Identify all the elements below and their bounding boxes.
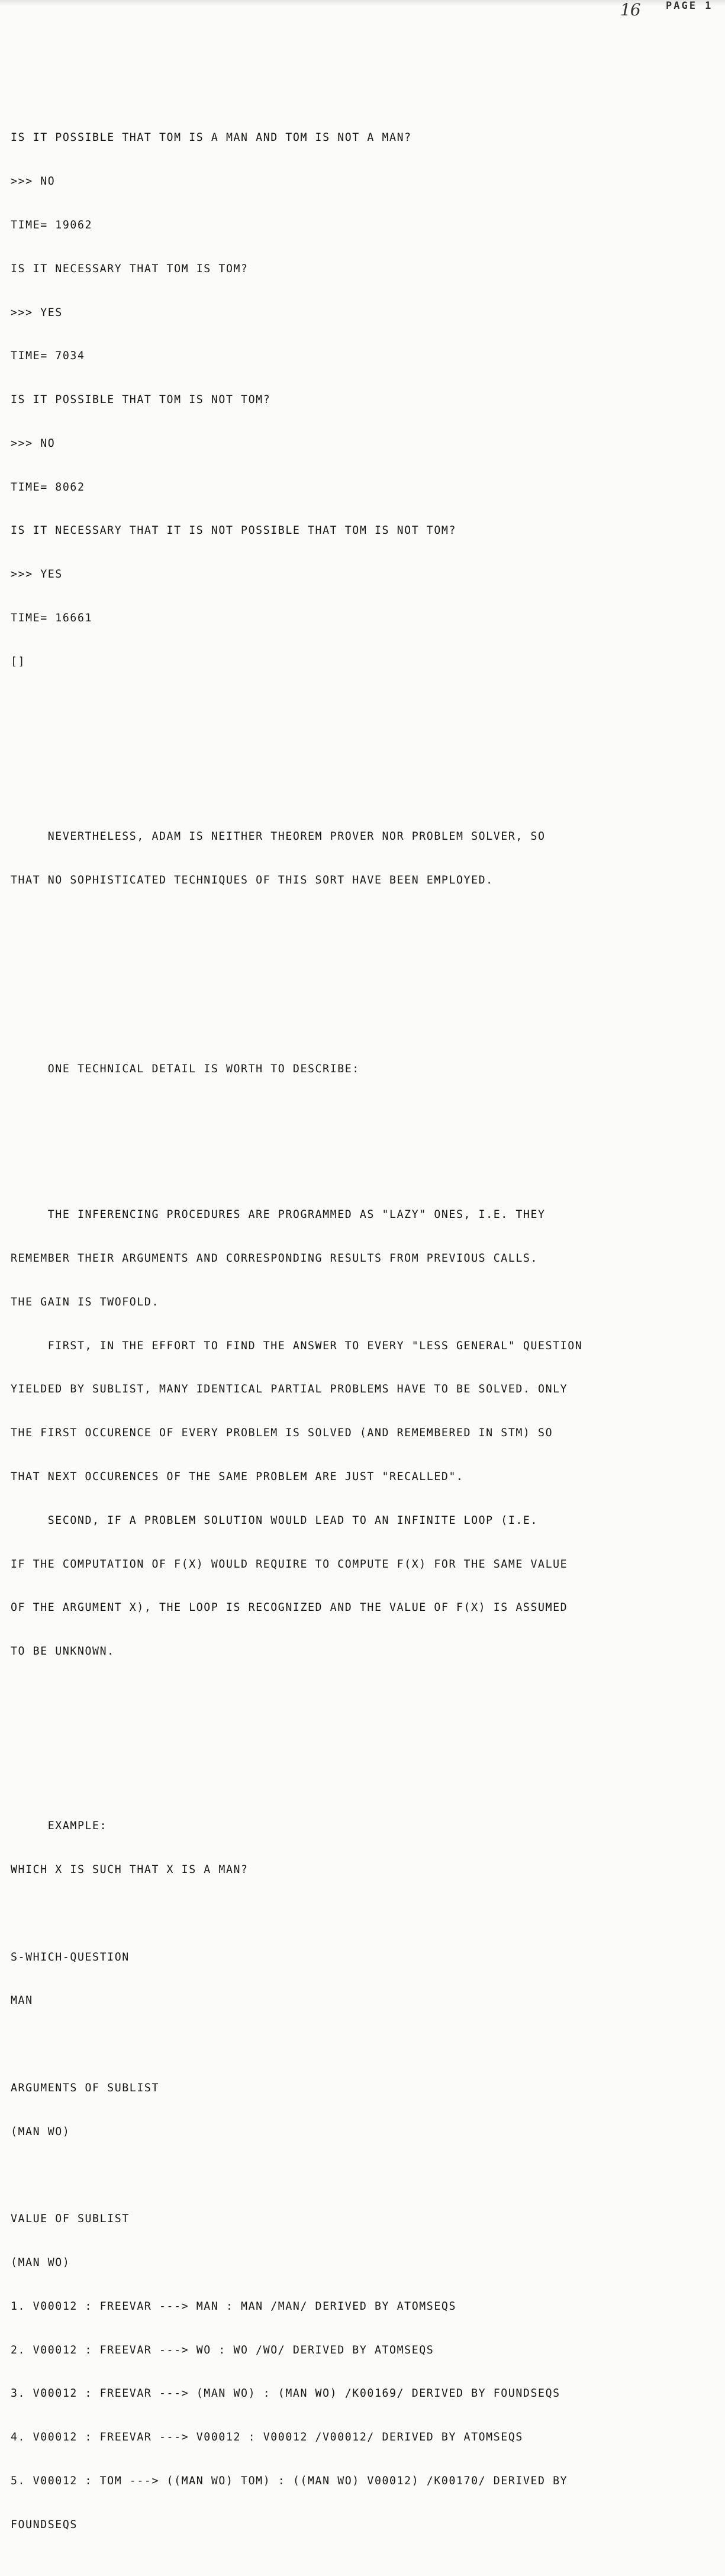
example-section: [11, 1790, 721, 2561]
s-which-question-line: S-WHICH-QUESTION: [11, 1950, 130, 1964]
document-body: [11, 73, 721, 2576]
value-list: (MAN WO): [11, 2256, 70, 2269]
transcript-line: IS IT NECESSARY THAT IT IS NOT POSSIBLE THAT TOM IS NOT TOM?: [11, 524, 456, 537]
example-question: WHICH X IS SUCH THAT X IS A MAN?: [11, 1864, 249, 1877]
s-which-question-value: MAN: [11, 1994, 33, 2007]
transcript-line: TIME= 8062: [11, 481, 85, 494]
spacer: [11, 2169, 721, 2184]
technical-detail-heading: ONE TECHNICAL DETAIL IS WORTH TO DESCRIBE:: [11, 1063, 360, 1076]
transcript-line: IS IT POSSIBLE THAT TOM IS NOT TOM?: [11, 394, 271, 407]
spacer: [11, 1732, 721, 1747]
result-line: 3. V00012 : FREEVAR ---> (MAN WO) : (MAN WO) /K00169/ DERIVED BY FOUNDSEQS: [11, 2387, 560, 2400]
result-line: 4. V00012 : FREEVAR ---> V00012 : V00012 /V00012/ DERIVED BY ATOMSEQS: [11, 2431, 523, 2444]
paragraph-line: SECOND, IF A PROBLEM SOLUTION WOULD LEAD TO AN INFINITE LOOP (I.E.: [11, 1514, 539, 1527]
paragraph-line: FIRST, IN THE EFFORT TO FIND THE ANSWER TO EVERY "LESS GENERAL" QUESTION: [11, 1339, 583, 1352]
value-heading: VALUE OF SUBLIST: [11, 2213, 130, 2226]
result-line: 2. V00012 : FREEVAR ---> WO : WO /WO/ DERIVED BY ATOMSEQS: [11, 2343, 434, 2356]
arguments-heading: ARGUMENTS OF SUBLIST: [11, 2081, 159, 2094]
arguments-value: (MAN WO): [11, 2125, 70, 2138]
paragraph-line: THAT NEXT OCCURENCES OF THE SAME PROBLEM ARE JUST "RECALLED".: [11, 1471, 464, 1483]
transcript-line: TIME= 7034: [11, 350, 85, 363]
scan-top-shadow: [0, 0, 725, 6]
paragraph-line: TO BE UNKNOWN.: [11, 1645, 115, 1658]
transcript-line: TIME= 16661: [11, 611, 93, 624]
paragraph-lazy-procedures: [11, 1179, 721, 1688]
example-label: EXAMPLE:: [11, 1820, 108, 1833]
transcript-line: TIME= 19062: [11, 218, 93, 231]
spacer: [11, 742, 721, 757]
transcript-line: >>> YES: [11, 306, 63, 319]
transcript-line: >>> NO: [11, 175, 56, 188]
paragraph-line: REMEMBER THEIR ARGUMENTS AND CORRESPONDING RESULTS FROM PREVIOUS CALLS.: [11, 1252, 539, 1265]
spacer: [11, 1121, 721, 1136]
paragraph-line: THE GAIN IS TWOFOLD.: [11, 1295, 159, 1308]
paragraph-line: OF THE ARGUMENT X), THE LOOP IS RECOGNIZED AND THE VALUE OF F(X) IS ASSUMED: [11, 1601, 568, 1614]
paragraph-line: YIELDED BY SUBLIST, MANY IDENTICAL PARTIAL PROBLEMS HAVE TO BE SOLVED. ONLY: [11, 1383, 568, 1396]
result-line: 5. V00012 : TOM ---> ((MAN WO) TOM) : ((MAN WO) V00012) /K00170/ DERIVED BY: [11, 2474, 568, 2487]
paragraph-line: THE FIRST OCCURENCE OF EVERY PROBLEM IS SOLVED (AND REMEMBERED IN STM) SO: [11, 1427, 553, 1440]
result-line: 1. V00012 : FREEVAR ---> MAN : MAN /MAN/ DERIVED BY ATOMSEQS: [11, 2300, 456, 2313]
result-line: FOUNDSEQS: [11, 2518, 78, 2531]
page-label: PAGE 1: [666, 0, 713, 12]
paragraph-line: THE INFERENCING PROCEDURES ARE PROGRAMMED AS "LAZY" ONES, I.E. THEY: [11, 1208, 546, 1221]
paragraph-nevertheless: [11, 801, 721, 917]
handwritten-page-number: 16: [620, 0, 640, 20]
paragraph-line: IF THE COMPUTATION OF F(X) WOULD REQUIRE TO COMPUTE F(X) FOR THE SAME VALUE: [11, 1558, 568, 1571]
spacer: [11, 2037, 721, 2052]
transcript-line: []: [11, 655, 26, 668]
transcript-line: IS IT NECESSARY THAT TOM IS TOM?: [11, 262, 249, 275]
transcript-line: >>> YES: [11, 568, 63, 581]
spacer: [11, 1907, 721, 1921]
paragraph-line: THAT NO SOPHISTICATED TECHNIQUES OF THIS SORT HAVE BEEN EMPLOYED.: [11, 873, 494, 886]
transcript-line: >>> NO: [11, 437, 56, 450]
spacer: [11, 960, 721, 975]
transcript-line: IS IT POSSIBLE THAT TOM IS A MAN AND TOM IS NOT A MAN?: [11, 131, 412, 144]
paragraph-line: NEVERTHELESS, ADAM IS NEITHER THEOREM PROVER NOR PROBLEM SOLVER, SO: [11, 830, 546, 843]
session-transcript: [11, 102, 721, 698]
spacer: [11, 1004, 721, 1019]
